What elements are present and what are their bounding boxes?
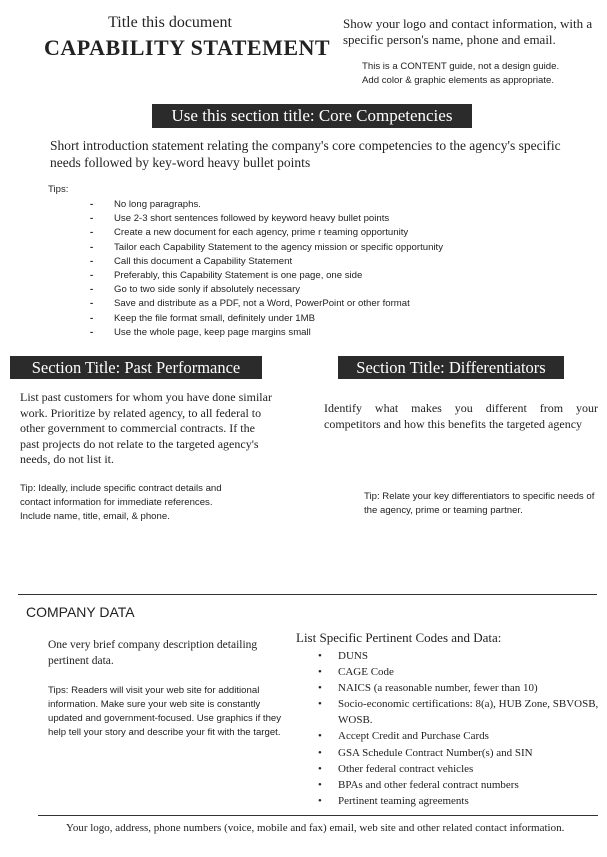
content-guide-note: This is a CONTENT guide, not a design guide. [362,61,560,72]
list-item: - Create a new document for each agency, prime r teaming opportunity [88,226,548,240]
document-title: CAPABILITY STATEMENT [44,35,331,60]
list-item: • BPAs and other federal contract numbers [316,777,601,793]
company-description: One very brief company description detailing pertinent data. [48,639,258,667]
past-performance-tip: Tip: Ideally, include specific contract details and contact information for immediate references. Include name, title, email, & phone. [20,483,222,522]
tips-label: Tips: [48,184,69,195]
list-item: - Call this document a Capability Statement [88,255,548,269]
footer-divider [38,815,598,816]
list-item: • CAGE Code [316,664,601,680]
list-item: - Go to two side sonly if absolutely necessary [88,283,548,297]
differentiators-body: Identify what makes you different from your competitors and how this benefits the targeted agency [324,401,598,431]
list-item: - No long paragraphs. [88,198,548,212]
list-item: - Use the whole page, keep page margins small [88,326,548,340]
past-performance-body: List past customers for whom you have done similar work. Prioritize by related agency, to all federal to other government to commercial contracts. If the past projects do not relate to the targeted agency's needs, do not list it. [20,390,272,466]
logo-contact-placeholder: Show your logo and contact information, with a specific person's name, phone and email. [343,16,593,47]
list-item: • Accept Credit and Purchase Cards [316,728,601,744]
design-guide-note: Add color & graphic elements as appropriate. [362,75,554,86]
list-item: • Other federal contract vehicles [316,761,601,777]
codes-list [316,648,601,809]
list-item: - Preferably, this Capability Statement is one page, one side [88,269,548,283]
core-intro-statement: Short introduction statement relating the company's core competencies to the agency's specific needs followed by key-word heavy bullet points [50,138,561,170]
list-item: • NAICS (a reasonable number, fewer than 10) [316,680,601,696]
company-data-divider [18,594,597,595]
list-item: - Save and distribute as a PDF, not a Word, PowerPoint or other format [88,297,548,311]
list-item: - Tailor each Capability Statement to the agency mission or specific opportunity [88,241,548,255]
list-item: • GSA Schedule Contract Number(s) and SIN [316,745,601,761]
title-small: Title this document [108,14,232,31]
tips-list [88,198,548,340]
differentiators-title-bar: Section Title: Differentiators [338,356,564,379]
company-data-heading: COMPANY DATA [26,604,135,620]
past-performance-title-bar: Section Title: Past Performance [10,356,262,379]
list-item: - Keep the file format small, definitely under 1MB [88,312,548,326]
list-item: • Pertinent teaming agreements [316,793,601,809]
list-item: • DUNS [316,648,601,664]
company-web-tips: Tips: Readers will visit your web site for additional information. Make sure your web site is constantly updated and government-focused. Use graphics if they help tell your story and describe your fit with the target. [48,685,282,738]
differentiators-tip: Tip: Relate your key differentiators to specific needs of the agency, prime or teaming partner. [364,491,595,516]
core-competencies-title-bar: Use this section title: Core Competencies [152,104,472,128]
list-item: • Socio-economic certifications: 8(a), HUB Zone, SBVOSB, WOSB. [316,696,601,728]
list-item: - Use 2-3 short sentences followed by keyword heavy bullet points [88,212,548,226]
codes-heading: List Specific Pertinent Codes and Data: [296,630,502,645]
footer-contact-info: Your logo, address, phone numbers (voice, mobile and fax) email, web site and other related contact information. [66,822,565,834]
